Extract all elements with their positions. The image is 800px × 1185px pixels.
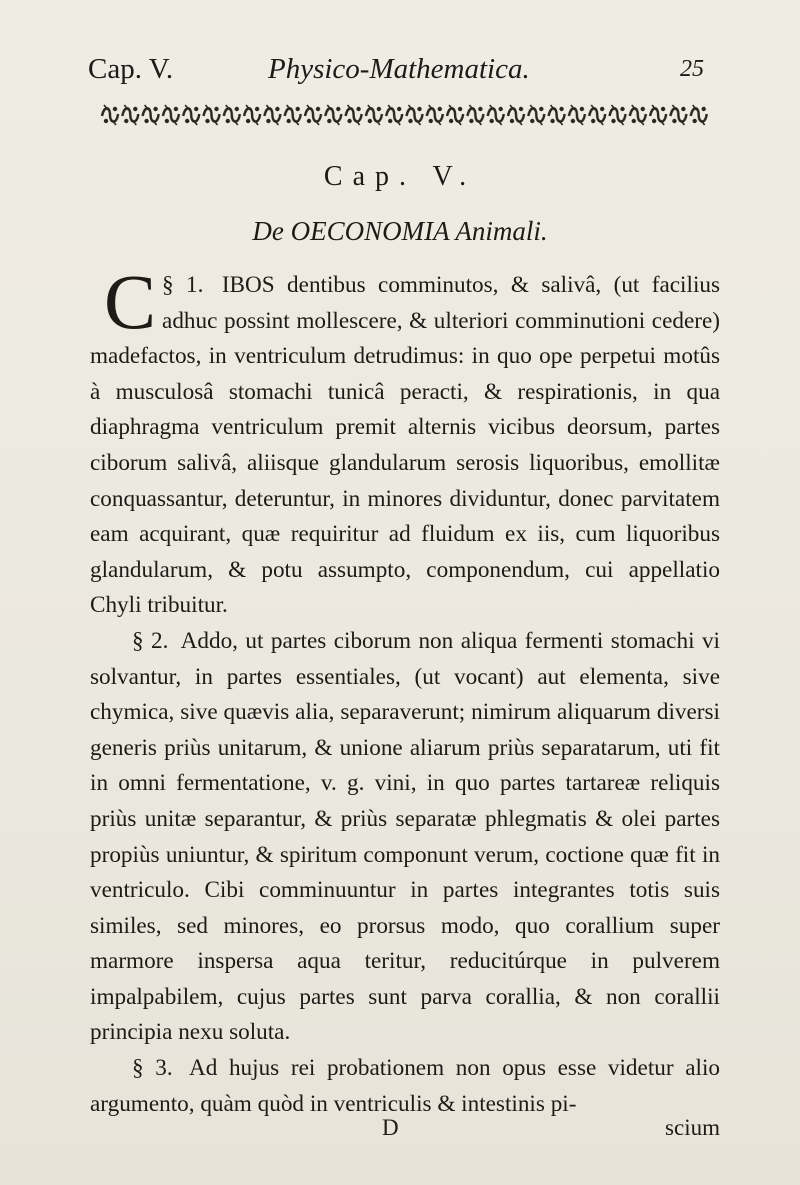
paragraph-text: Ad hujus rei probationem non opus esse videtur alio argumento, quàm quòd in ventriculis & intestinis pi- [90,1055,720,1117]
page-number: 25 [680,56,704,82]
running-head [88,52,704,86]
catchword-line [90,1115,720,1149]
signature-mark: D [382,1115,399,1140]
paragraph-text: Addo, ut partes ciborum non aliqua fermenti stomachi vi solvantur, in partes essentiales, (ut vocant) aut elementa, sive chymica, sive quævis alia, separaverunt; nimirum aliquarum diversi generis priùs unitarum, & unione aliarum priùs separatarum, uti fit in omni fermentatione, v. g. vini, in quo partes tartareæ reliquis priùs unitæ separantur, & priùs separatæ phlegmatis & olei partes propiùs uniuntur, & spiritum componunt verum, coctione quæ fit in ventriculo. Cibi comminuuntur in partes integrantes totis suis similes, sed minores, eo prorsus modo, quo corallium super marmore inspersa aqua teritur, reducitúrque in pulverem impalpabilem, cujus partes sunt parva corallia, & non corallii principia nexu soluta. [90,627,721,1046]
section-number: § 3. [132,1055,173,1082]
ornament-band-icon [100,102,710,128]
section-number: § 1. [162,272,204,298]
running-head-title: Physico-Mathematica. [268,53,530,85]
paragraph-text: IBOS dentibus comminutos, & salivâ, (ut facilius adhuc possint mollescere, & ulteriori comminutioni cedere) madefactos, in ventriculum detrudimus: in quo ope perpetui motûs à musculosâ stomachi tunicâ peracti, & respirationis, in qua diaphragma ventriculum premit alternis vicibus deorsum, partes ciborum salivâ, aliisque glandularum serosis liquoribus, emollitæ conquassantur, deteruntur, in minores dividuntur, donec parvitatem eam acquirant, quæ requiritur ad fluidum ex iis, cum liquoribus glandularum, & potu assumpto, componendum, cui appellatio Chyli tribuitur. [90,272,721,619]
body-text [90,258,721,1122]
section-title: De OECONOMIA Animali. [252,216,548,246]
section-number: § 2. [132,627,169,654]
running-head-chapter: Cap. V. [88,53,174,85]
catchword: scium [665,1115,720,1140]
paragraph-1 [90,258,721,624]
drop-cap: C [104,258,157,345]
paragraph-2 [90,624,720,1051]
paragraph-3 [90,1051,720,1122]
chapter-heading: Cap. V. [323,161,477,192]
